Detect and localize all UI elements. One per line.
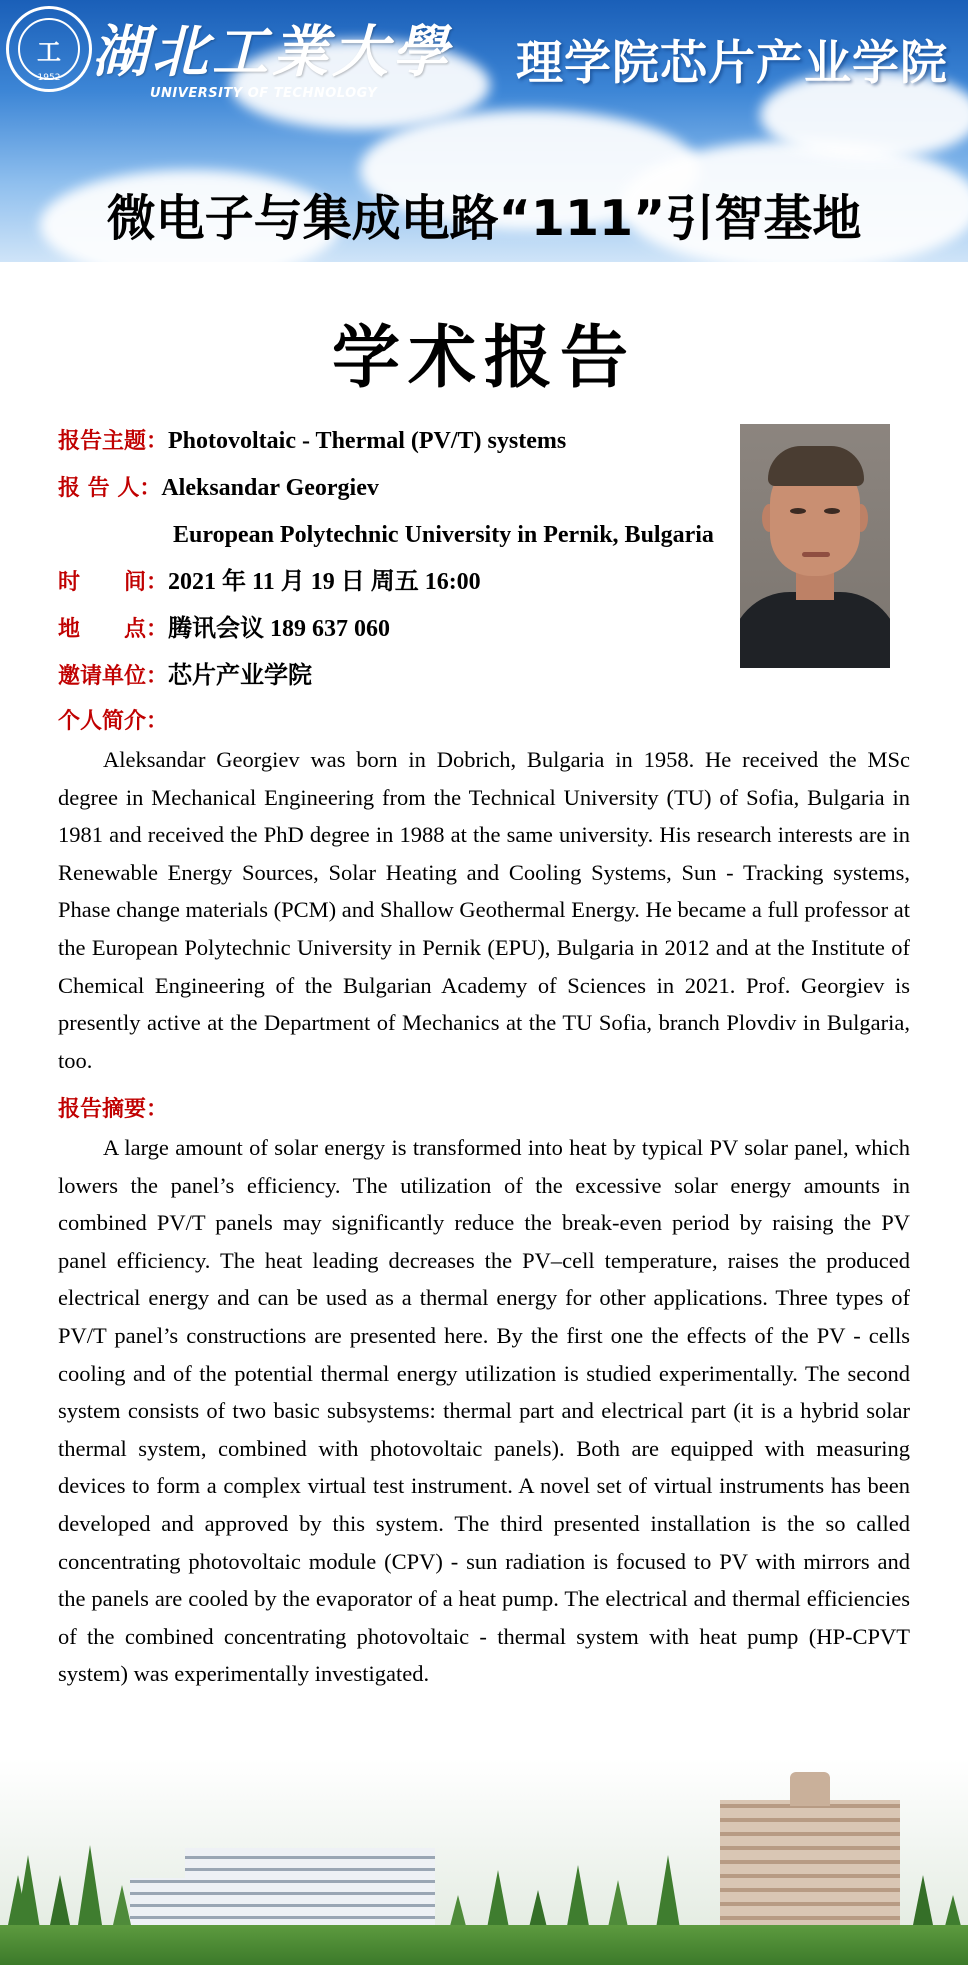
university-logo — [6, 6, 92, 92]
logo-emblem-icon: 工 — [18, 18, 80, 80]
time-row — [58, 559, 718, 606]
abstract-heading: 报告摘要： — [58, 1097, 169, 1122]
school-name: 理学院芯片产业学院 — [516, 36, 948, 91]
affiliation-row — [58, 512, 718, 559]
page-title: 学术报告 — [331, 318, 636, 398]
host-value: 芯片产业学院 — [168, 663, 313, 689]
speaker-row — [58, 465, 718, 512]
campus-footer-image — [0, 1760, 968, 1965]
bio-heading: 个人简介： — [58, 709, 169, 734]
speaker-label: 报 告 人： — [58, 476, 162, 501]
base-title: 微电子与集成电路“111”引智基地 — [106, 190, 862, 247]
host-row — [58, 653, 718, 700]
time-label: 时 间： — [58, 570, 169, 595]
host-label: 邀请单位： — [58, 664, 169, 689]
bio-text: Aleksandar Georgiev was born in Dobrich, Bulgaria in 1958. He received the MSc degree in Mechanical Engineering from the Technical University (TU) of Sofia, Bulgaria in 1981 and received the PhD degree in 1988 at the same university. His research interests are in Renewable Energy Sources, Solar Heating and Cooling Systems, Sun - Tracking systems, Phase change materials (PCM) and Shallow Geothermal Energy. He became a full professor at the European Polytechnic University in Pernik (EPU), Bulgaria in 2012 and at the Institute of Chemical Engineering of the Bulgarian Academy of Sciences in 2021. Prof. Georgiev is presently active at the Department of Mechanics at the TU Sofia, branch Plovdiv in Bulgaria, too. — [58, 747, 910, 1073]
topic-label: 报告主题： — [58, 429, 169, 454]
topic-row — [58, 418, 718, 465]
report-info — [58, 418, 718, 700]
university-name-en: UNIVERSITY OF TECHNOLOGY — [150, 86, 378, 101]
affiliation-value: European Polytechnic University in Pernik, Bulgaria — [173, 522, 714, 548]
abstract-text: A large amount of solar energy is transformed into heat by typical PV solar panel, which lowers the panel’s efficiency. The utilization of the excessive solar energy amounts in combined PV/T panels may significantly reduce the break-even period by raising the PV panel efficiency. The heat leading decreases the PV–cell temperature, raises the produced electrical energy and can be used as a thermal energy for other applications. Three types of PV/T panel’s constructions are presented here. By the first one the effects of the PV - cells cooling and of the potential thermal energy utilization is studied experimentally. The second system consists of two basic subsystems: thermal part and electrical part (it is a hybrid solar thermal system, combined with photovoltaic panels). Both are equipped with measuring devices to form a complex virtual test instrument. A novel set of virtual instruments has been developed and approved by this system. The third presented installation is the so called concentrating photovoltaic module (CPV) - sun radiation is focused to PV with mirrors and the panels are cooled by the evaporator of a heat pump. The electrical and thermal efficiencies of the combined concentrating photovoltaic - thermal system with heat pump (HP-CPVT system) was experimentally investigated. — [58, 1135, 910, 1687]
university-name-cn: 湖北工業大學 — [92, 19, 452, 85]
place-row — [58, 606, 718, 653]
logo-year: 1952 — [37, 73, 61, 83]
speaker-photo — [740, 424, 890, 668]
speaker-value: Aleksandar Georgiev — [161, 475, 379, 501]
topic-value: Photovoltaic - Thermal (PV/T) systems — [168, 428, 567, 454]
place-value: 腾讯会议 189 637 060 — [168, 616, 391, 642]
header-banner — [0, 0, 968, 262]
time-value: 2021 年 11 月 19 日 周五 16:00 — [168, 569, 481, 595]
place-label: 地 点： — [58, 617, 169, 642]
